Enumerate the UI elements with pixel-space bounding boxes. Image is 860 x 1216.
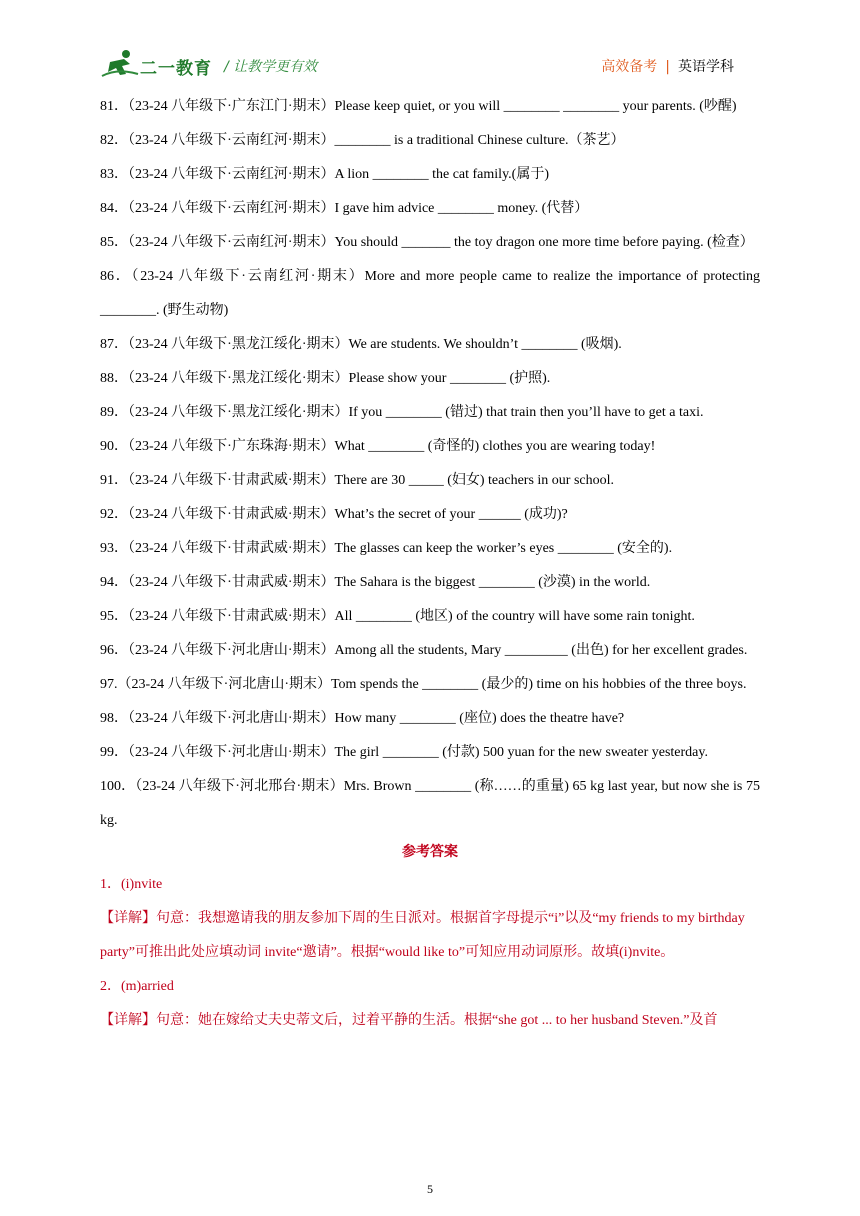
slogan: / 让教学更有效 [224,59,318,75]
question-item: 99．（23-24 八年级下·河北唐山·期末）The girl ________ (付款) 500 yuan for the new sweater yesterday. [100,745,708,760]
answer-detail: 【详解】句意：她在嫁给丈夫史蒂文后，过着平静的生活。根据“she got ... to her husband Steven.”及首 [100,1013,718,1028]
answers-title: 参考答案 [402,845,458,860]
question-item: 95．（23-24 八年级下·甘肃武威·期末）All ________ (地区) of the country will have some rain tonight. [100,609,695,624]
answer-number: 1．(i)nvite [100,877,163,892]
question-item: 90．（23-24 八年级下·广东珠海·期末）What ________ (奇怪的) clothes you are wearing today! [100,439,656,454]
header-label: 高效备考 [601,59,658,75]
question-item: 98．（23-24 八年级下·河北唐山·期末）How many ________ (座位) does the theatre have? [100,711,625,726]
question-item: 81．（23-24 八年级下·广东江门·期末）Please keep quiet, or you will ________ ________ your parents. (吵醒) [100,99,737,114]
runner-logo-icon [100,48,140,80]
question-item: 89．（23-24 八年级下·黑龙江绥化·期末）If you ________ (错过) that train then you’ll have to get a taxi. [100,405,704,420]
answer-number: 2．(m)arried [100,979,174,994]
subject-label: 英语学科 [678,59,734,75]
question-item: 83．（23-24 八年级下·云南红河·期末）A lion ________ the cat family.(属于) [100,167,549,182]
question-item: 97.（23-24 八年级下·河北唐山·期末）Tom spends the ________ (最少的) time on his hobbies of the three boys. [100,677,747,692]
question-item: 86．（23-24 八年级下·云南红河·期末）More and more people came to realize the importance of protecting ________. (野生动物) [100,269,760,318]
question-item: 88．（23-24 八年级下·黑龙江绥化·期末）Please show your ________ (护照). [100,371,551,386]
question-item: 94．（23-24 八年级下·甘肃武威·期末）The Sahara is the biggest ________ (沙漠) in the world. [100,575,651,590]
question-item: 100．（23-24 八年级下·河北邢台·期末）Mrs. Brown ________ (称……的重量) 65 kg last year, but now she is 75 kg. [100,779,760,828]
question-item: 84．（23-24 八年级下·云南红河·期末）I gave him advice ________ money. (代替） [100,201,589,216]
question-item: 82．（23-24 八年级下·云南红河·期末）________ is a traditional Chinese culture.（茶艺） [100,133,625,148]
header-separator: | [665,59,670,75]
question-item: 93．（23-24 八年级下·甘肃武威·期末）The glasses can keep the worker’s eyes ________ (安全的). [100,541,673,556]
answer-detail: 【详解】句意：我想邀请我的朋友参加下周的生日派对。根据首字母提示“i”以及“my friends to my birthday party”可推出此处应填动词 invite“邀请”。根据“would like to”可知应用动词原形。故填(i)nvite。 [100,911,745,960]
header-right [601,56,734,76]
logo [100,48,220,80]
document-body [100,90,760,1038]
logo-text: 二一教育 [140,59,212,79]
page-header [100,44,760,84]
question-item: 91．（23-24 八年级下·甘肃武威·期末）There are 30 _____ (妇女) teachers in our school. [100,473,615,488]
page-number: 5 [427,1182,433,1196]
question-item: 87．（23-24 八年级下·黑龙江绥化·期末）We are students. We shouldn’t ________ (吸烟). [100,337,622,352]
question-item: 92．（23-24 八年级下·甘肃武威·期末）What’s the secret of your ______ (成功)? [100,507,568,522]
question-item: 85．（23-24 八年级下·云南红河·期末）You should _______ the toy dragon one more time before paying. (检查） [100,235,754,250]
question-item: 96．（23-24 八年级下·河北唐山·期末）Among all the students, Mary _________ (出色) for her excellent grades. [100,643,748,658]
